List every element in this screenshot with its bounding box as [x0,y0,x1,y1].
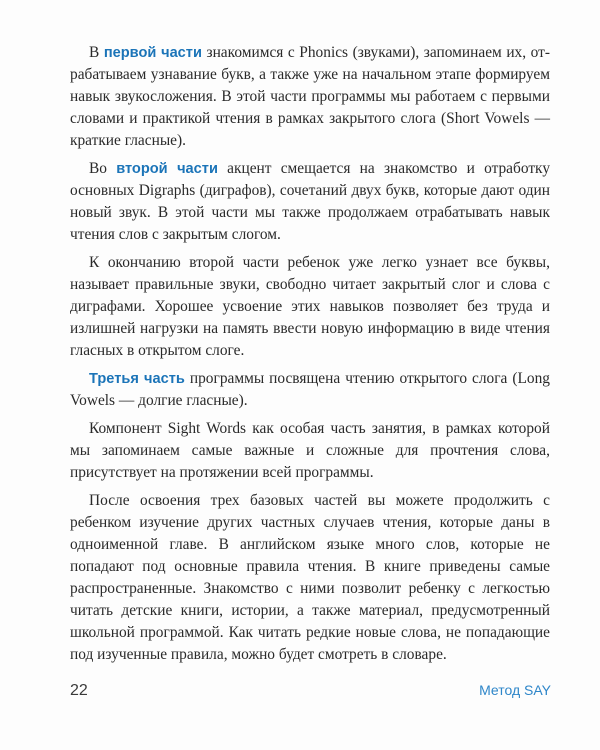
highlight-third-part: Третья часть [89,371,185,387]
paragraph-6: После освоения трех базовых частей вы можете продолжить с ребенком изучение других частных случаев чтения, которые даны в одноименной главе. В английском языке много слов, которые не попадают под основные правила чтения. В книге приведены самые распространенные. Знакомство с ними позволит ребенку с легкостью читать детские книги, истории, а также материал, предусмотренный школьной программой. Как читать редкие новые слова, не попадающие под изученные правила, можно будет смотреть в словаре. [70,492,550,663]
highlight-second-part: второй части [116,161,218,177]
paragraph-4: Третья часть программы посвящена чтению открытого слога (Long Vowels — долгие гласные). [70,370,551,409]
page-number: 22 [70,682,88,699]
highlight-first-part: первой части [103,45,202,61]
paragraph-2: Во второй части акцент смещается на знакомство и отработку основных Digraphs (диграфов), сочетаний двух букв, которые дают один новый звук. В этой части мы также продолжаем отрабатывать навык чтения слов с закрытым слогом. [70,160,551,243]
footer-brand: Метод SAY [479,682,551,698]
paragraph-1: В первой части знакомимся с Phonics (звуками), запоминаем их, отрабатываем узнавание букв, а также уже на начальном этапе формируем навык звукосложения. В этой части программы мы работаем с первыми словами и практикой чтения в рамках закрытого слога (Short Vowels — краткие гласные). [70,44,551,149]
paragraph-5: Компонент Sight Words как особая часть занятия, в рамках которой мы запоминаем самые важные и сложные для прочтения слова, присутствует на протяжении всей программы. [70,420,550,481]
page-body [70,42,550,672]
paragraph-3: К окончанию второй части ребенок уже легко узнает все буквы, называет правильные звуки, свободно читает закрытый слог и слова с диграфами. Хорошее усвоение этих навыков позволяет без труда и излишней нагрузки на память ввести новую информацию в виде чтения гласных в открытом слоге. [70,254,550,359]
